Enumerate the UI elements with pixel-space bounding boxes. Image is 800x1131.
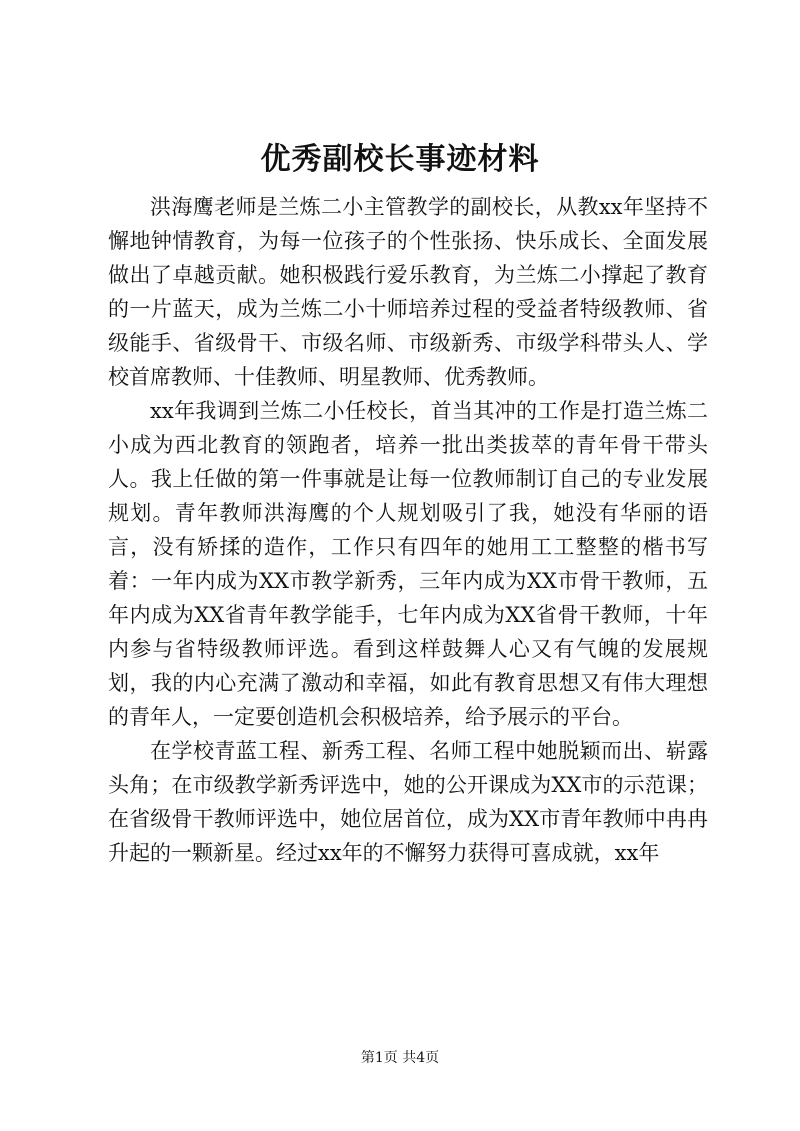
page-footer: 第1页 共4页: [360, 1050, 440, 1066]
paragraph-3: 在学校青蓝工程、新秀工程、名师工程中她脱颖而出、崭露头角；在市级教学新秀评选中，她的公开课成为XX市的示范课；在省级骨干教师评选中，她位居首位，成为XX市青年教师中冉冉升起的一颗新星。经过xx年的不懈努力获得可喜成就，xx年: [108, 739, 708, 865]
paragraph-1: 洪海鹰老师是兰炼二小主管教学的副校长，从教xx年坚持不懈地钟情教育，为每一位孩子的个性张扬、快乐成长、全面发展做出了卓越贡献。她积极践行爱乐教育，为兰炼二小撑起了教育的一片蓝天，成为兰炼二小十师培养过程的受益者特级教师、省级能手、省级骨干、市级名师、市级新秀、市级学科带头人、学校首席教师、十佳教师、明星教师、优秀教师。: [108, 195, 708, 389]
paragraph-2: xx年我调到兰炼二小任校长，首当其冲的工作是打造兰炼二小成为西北教育的领跑者，培养一批出类拔萃的青年骨干带头人。我上任做的第一件事就是让每一位教师制订自己的专业发展规划。青年教师洪海鹰的个人规划吸引了我，她没有华丽的语言，没有矫揉的造作，工作只有四年的她用工工整整的楷书写着：一年内成为XX市教学新秀，三年内成为XX市骨干教师，五年内成为XX省青年教学能手，七年内成为XX省骨干教师，十年内参与省特级教师评选。看到这样鼓舞人心又有气魄的发展规划，我的内心充满了激动和幸福，如此有教育思想又有伟大理想的青年人，一定要创造机会积极培养，给予展示的平台。: [108, 399, 708, 729]
document-title: 优秀副校长事迹材料: [260, 142, 540, 177]
document-body: [108, 190, 708, 870]
